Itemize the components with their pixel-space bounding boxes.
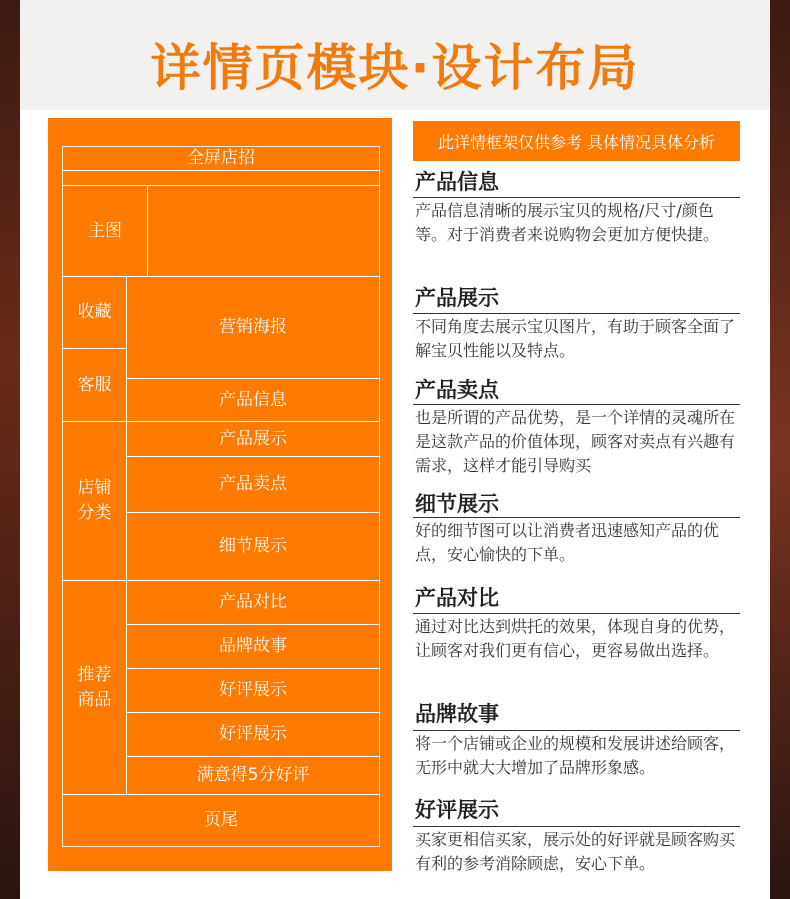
cell-favorite: 收藏: [62, 276, 127, 349]
cell-selling-points: 产品卖点: [126, 456, 380, 513]
cell-marketing-poster: 营销海报: [126, 276, 380, 379]
section-title-comparison: 产品对比: [415, 586, 499, 610]
section-body-comparison: 通过对比达到烘托的效果，体现自身的优势，让顾客对我们更有信心，更容易做出选择。: [415, 617, 736, 660]
layout-card: [20, 0, 770, 899]
section-body-detail-display: 好的细节图可以让消费者迅速感知产品的优点，安心愉快的下单。: [415, 521, 720, 564]
cell-banner: 全屏店招: [62, 146, 380, 171]
section-divider: [413, 730, 740, 731]
section-title-detail-display: 细节展示: [415, 492, 499, 516]
section-title-review-display: 好评展示: [415, 798, 499, 822]
background-right-edge: [770, 0, 790, 899]
cell-five-star: 满意得5分好评: [126, 756, 380, 795]
cell-shop-category: 店铺 分类: [62, 421, 127, 581]
layout-diagram-panel: [48, 118, 392, 871]
reference-note: 此详情框架仅供参考 具体情况具体分析: [413, 121, 740, 161]
cell-service: 客服: [62, 348, 127, 422]
header-band: [20, 0, 770, 110]
section-divider: [413, 613, 740, 614]
section-title-selling-points: 产品卖点: [415, 378, 499, 402]
section-body-product-display: 不同角度去展示宝贝图片，有助于顾客全面了解宝贝性能以及特点。: [415, 317, 736, 360]
cell-comparison: 产品对比: [126, 580, 380, 625]
section-divider: [413, 826, 740, 827]
cell-recommended: 推荐 商品: [62, 580, 127, 795]
section-divider: [413, 404, 740, 405]
page-title: 详情页模块·设计布局: [150, 39, 640, 97]
cell-review-display-1: 好评展示: [126, 668, 380, 713]
section-divider: [413, 197, 740, 198]
cell-detail-display: 细节展示: [126, 512, 380, 581]
section-body-review-display: 买家更相信买家，展示处的好评就是顾客购买有利的参考消除顾虑，安心下单。: [415, 830, 736, 873]
cell-footer: 页尾: [62, 794, 380, 847]
section-body-selling-points: 也是所谓的产品优势，是一个详情的灵魂所在是这款产品的价值体现，顾客对卖点有兴趣有需求，这样才能引导购买: [415, 408, 736, 475]
cell-main-image: 主图: [62, 185, 148, 277]
section-body-brand-story: 将一个店铺或企业的规模和发展讲述给顾客，无形中就大大增加了品牌形象感。: [415, 734, 736, 777]
section-divider: [413, 517, 740, 518]
section-title-product-display: 产品展示: [415, 286, 499, 310]
cell-brand-story: 品牌故事: [126, 624, 380, 669]
section-divider: [413, 313, 740, 314]
section-title-brand-story: 品牌故事: [415, 702, 499, 726]
cell-banner-strip: [62, 170, 380, 186]
cell-review-display-2: 好评展示: [126, 712, 380, 757]
section-title-product-info: 产品信息: [415, 170, 499, 194]
cell-product-info: 产品信息: [126, 378, 380, 422]
section-body-product-info: 产品信息清晰的展示宝贝的规格/尺寸/颜色等。对于消费者来说购物会更加方便快捷。: [415, 201, 720, 244]
cell-main-image-area: [147, 185, 380, 277]
cell-product-display: 产品展示: [126, 421, 380, 457]
background-left-edge: [0, 0, 20, 899]
